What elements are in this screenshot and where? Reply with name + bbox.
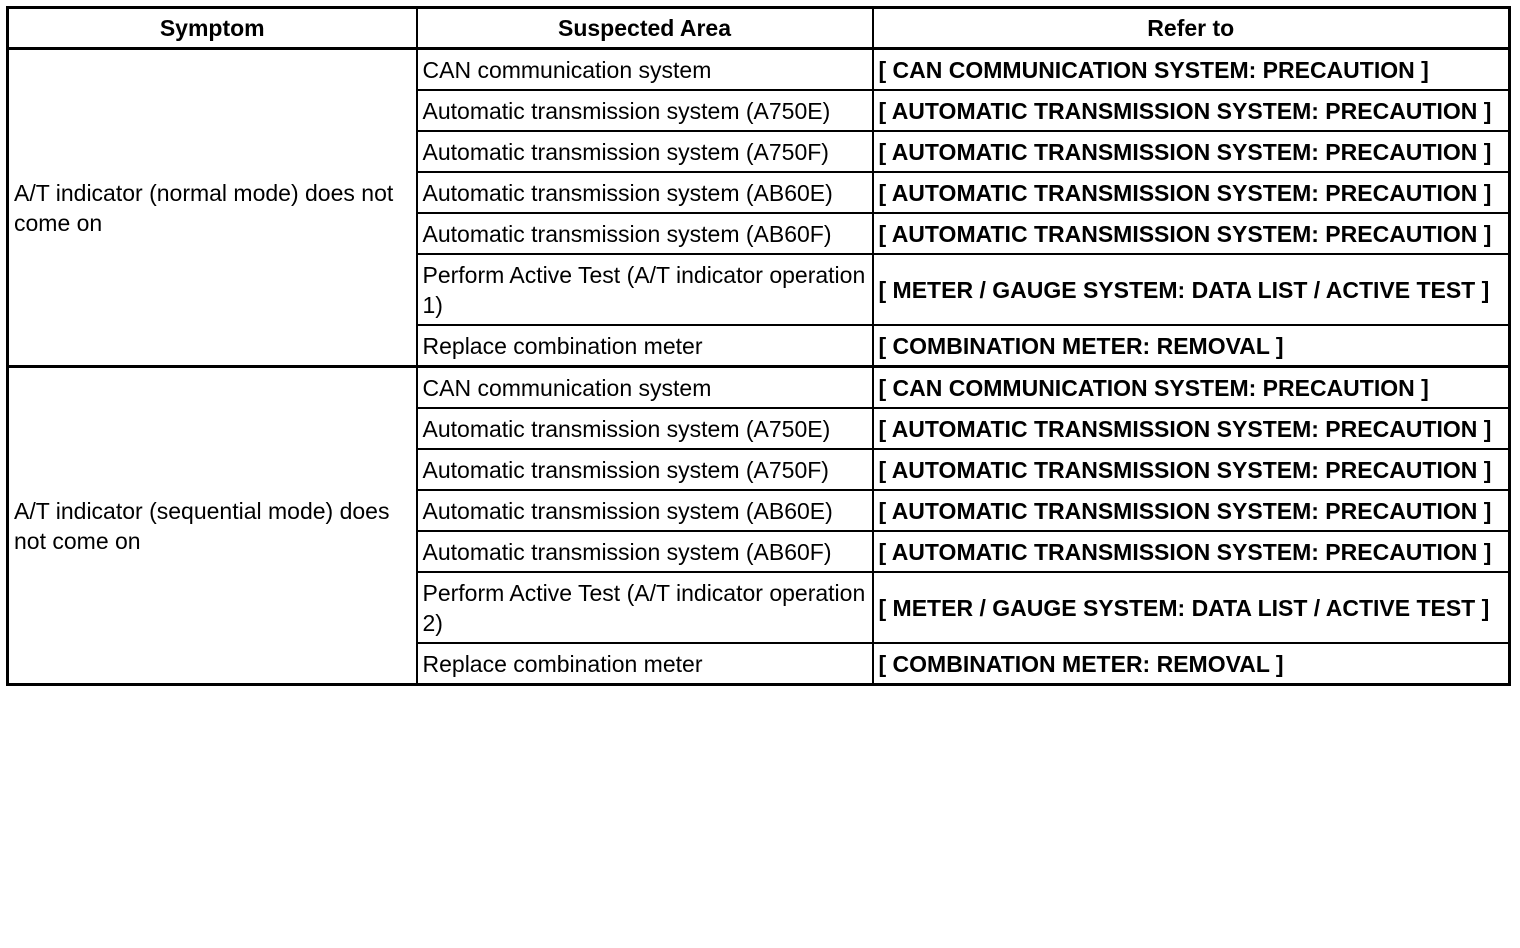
symptom-table (6, 6, 1511, 686)
refer-link[interactable]: [ AUTOMATIC TRANSMISSION SYSTEM: PRECAUTION ] (873, 172, 1510, 213)
suspected-area-cell: Replace combination meter (417, 643, 873, 685)
symptom-header: Symptom (8, 8, 417, 49)
table-row (8, 367, 1510, 409)
suspected-area-cell: Automatic transmission system (A750E) (417, 408, 873, 449)
suspected-area-cell: Perform Active Test (A/T indicator operation 1) (417, 254, 873, 325)
refer-link[interactable]: [ AUTOMATIC TRANSMISSION SYSTEM: PRECAUTION ] (873, 408, 1510, 449)
refer-link[interactable]: [ AUTOMATIC TRANSMISSION SYSTEM: PRECAUTION ] (873, 531, 1510, 572)
refer-link[interactable]: [ CAN COMMUNICATION SYSTEM: PRECAUTION ] (873, 367, 1510, 409)
suspected-area-cell: Automatic transmission system (AB60F) (417, 531, 873, 572)
suspected-area-cell: CAN communication system (417, 49, 873, 91)
suspected-area-header: Suspected Area (417, 8, 873, 49)
refer-link[interactable]: [ AUTOMATIC TRANSMISSION SYSTEM: PRECAUTION ] (873, 131, 1510, 172)
suspected-area-cell: Automatic transmission system (AB60F) (417, 213, 873, 254)
symptom-cell: A/T indicator (sequential mode) does not come on (8, 367, 417, 685)
refer-to-header: Refer to (873, 8, 1510, 49)
suspected-area-cell: Automatic transmission system (A750E) (417, 90, 873, 131)
refer-link[interactable]: [ AUTOMATIC TRANSMISSION SYSTEM: PRECAUTION ] (873, 90, 1510, 131)
symptom-cell: A/T indicator (normal mode) does not come on (8, 49, 417, 367)
suspected-area-cell: Automatic transmission system (A750F) (417, 131, 873, 172)
refer-link[interactable]: [ AUTOMATIC TRANSMISSION SYSTEM: PRECAUTION ] (873, 490, 1510, 531)
suspected-area-cell: Perform Active Test (A/T indicator operation 2) (417, 572, 873, 643)
refer-link[interactable]: [ AUTOMATIC TRANSMISSION SYSTEM: PRECAUTION ] (873, 213, 1510, 254)
suspected-area-cell: Automatic transmission system (AB60E) (417, 490, 873, 531)
refer-link[interactable]: [ AUTOMATIC TRANSMISSION SYSTEM: PRECAUTION ] (873, 449, 1510, 490)
refer-link[interactable]: [ CAN COMMUNICATION SYSTEM: PRECAUTION ] (873, 49, 1510, 91)
suspected-area-cell: Automatic transmission system (AB60E) (417, 172, 873, 213)
suspected-area-cell: CAN communication system (417, 367, 873, 409)
header-row (8, 8, 1510, 49)
refer-link[interactable]: [ COMBINATION METER: REMOVAL ] (873, 325, 1510, 367)
refer-link[interactable]: [ COMBINATION METER: REMOVAL ] (873, 643, 1510, 685)
suspected-area-cell: Automatic transmission system (A750F) (417, 449, 873, 490)
refer-link[interactable]: [ METER / GAUGE SYSTEM: DATA LIST / ACTIVE TEST ] (873, 254, 1510, 325)
suspected-area-cell: Replace combination meter (417, 325, 873, 367)
table-row (8, 49, 1510, 91)
refer-link[interactable]: [ METER / GAUGE SYSTEM: DATA LIST / ACTIVE TEST ] (873, 572, 1510, 643)
